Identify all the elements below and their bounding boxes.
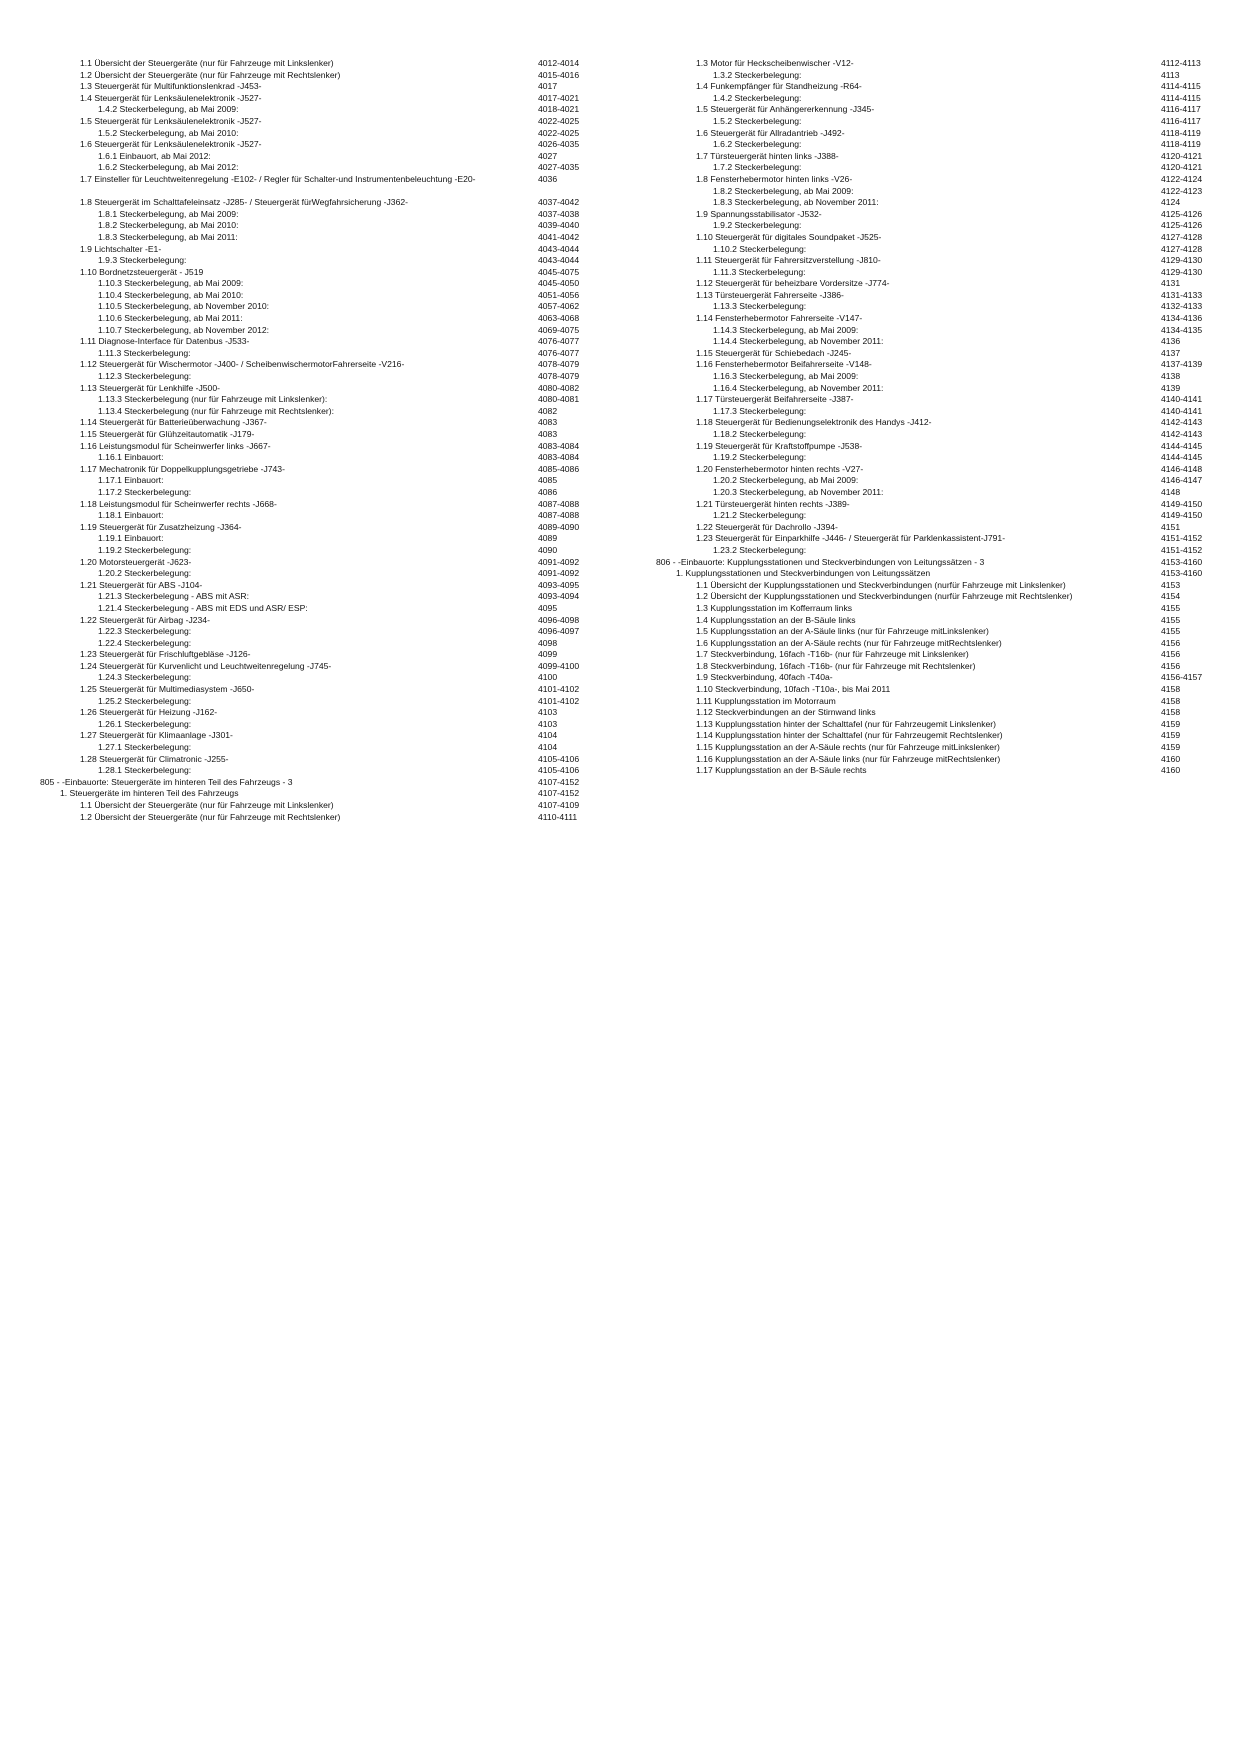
toc-entry-title: 1.21.2 Steckerbelegung: [713, 510, 807, 521]
toc-entry-pages: 4098 [538, 637, 558, 648]
toc-entry-title: 1.14 Kupplungsstation hinter der Schalttafel (nur für Fahrzeugemit Rechtslenker) [696, 730, 1003, 741]
toc-entry-pages: 4114-4115 [1161, 92, 1201, 103]
toc-entry-pages: 4093-4095 [538, 579, 580, 590]
toc-entry-title: 1.8.3 Steckerbelegung, ab November 2011: [713, 197, 879, 208]
toc-entry-pages: 4118-4119 [1161, 139, 1201, 150]
toc-entry-title: 1.2 Übersicht der Steuergeräte (nur für Fahrzeuge mit Rechtslenker) [80, 69, 341, 80]
toc-entry-title: 1.17 Mechatronik für Doppelkupplungsgetriebe -J743- [80, 463, 285, 474]
toc-entry-pages: 4151 [1161, 521, 1181, 532]
toc-entry-title: 1.20 Motorsteuergerät -J623- [80, 556, 192, 567]
toc-entry-title: 1.27 Steuergerät für Klimaanlage -J301- [80, 730, 233, 741]
toc-entry-title: 1.16 Fensterhebermotor Beifahrerseite -V148- [696, 359, 872, 370]
toc-entry-title: 1.12 Steckverbindungen an der Stirnwand links [696, 707, 876, 718]
toc-entry-pages: 4105-4106 [538, 753, 580, 764]
toc-entry-title: 1.17.2 Steckerbelegung: [98, 486, 192, 497]
toc-entry-pages: 4107-4152 [538, 776, 580, 787]
toc-entry-title: 1.11.3 Steckerbelegung: [98, 347, 191, 358]
toc-entry-title: 1.28.1 Steckerbelegung: [98, 765, 192, 776]
toc-entry-pages: 4078-4079 [538, 371, 580, 382]
toc-entry-title: 1.17.3 Steckerbelegung: [713, 405, 807, 416]
toc-entry-title: 1.13.4 Steckerbelegung (nur für Fahrzeuge mit Rechtslenker): [98, 405, 334, 416]
toc-entry-title: 1.6 Kupplungsstation an der A-Säule rechts (nur für Fahrzeuge mitRechtslenker) [696, 637, 1002, 648]
toc-entry-pages: 4096-4097 [538, 626, 580, 637]
toc-entry-pages: 4107-4152 [538, 788, 580, 799]
toc-entry-pages: 4159 [1161, 730, 1181, 741]
toc-entry-pages: 4045-4075 [538, 266, 580, 277]
toc-entry-title: 1.21.4 Steckerbelegung - ABS mit EDS und ASR/ ESP: [98, 602, 308, 613]
toc-entry-pages: 4124 [1161, 197, 1181, 208]
toc-entry-pages: 4129-4130 [1161, 266, 1203, 277]
toc-entry-pages: 4099 [538, 649, 558, 660]
toc-entry-pages: 4037-4042 [538, 197, 580, 208]
toc-entry-pages: 4026-4035 [538, 139, 580, 150]
toc-entry-title: 1.13 Kupplungsstation hinter der Schalttafel (nur für Fahrzeugemit Linkslenker) [696, 718, 996, 729]
toc-entry-title: 1.9.2 Steckerbelegung: [713, 220, 802, 231]
toc-entry-pages: 4127-4128 [1161, 231, 1203, 242]
toc-entry-pages: 4158 [1161, 707, 1181, 718]
toc-entry-title: 1.10 Steuergerät für digitales Soundpaket -J525- [696, 231, 882, 242]
toc-entry-pages: 4131 [1161, 278, 1181, 289]
toc-entry-title: 1.14 Steuergerät für Batterieüberwachung -J367- [80, 417, 267, 428]
toc-entry-title: 1.12 Steuergerät für beheizbare Vordersitze -J774- [696, 278, 890, 289]
toc-entry-title: 1.27.1 Steckerbelegung: [98, 742, 192, 753]
toc-entry-pages: 4041-4042 [538, 231, 580, 242]
toc-entry-pages: 4105-4106 [538, 765, 580, 776]
toc-entry-pages: 4116-4117 [1161, 104, 1201, 115]
toc-entry-title: 1.22 Steuergerät für Airbag -J234- [80, 614, 210, 625]
toc-entry-pages: 4134-4135 [1161, 324, 1203, 335]
toc-entry-title: 1.19 Steuergerät für Zusatzheizung -J364- [80, 521, 242, 532]
toc-entry-title: 1. Kupplungsstationen und Steckverbindungen von Leitungssätzen [676, 568, 931, 579]
toc-entry-title: 1.3 Steuergerät für Multifunktionslenkrad -J453- [80, 81, 262, 92]
toc-entry-pages: 4083-4084 [538, 440, 580, 451]
toc-entry-title: 1.1 Übersicht der Steuergeräte (nur für Fahrzeuge mit Linkslenker) [80, 58, 334, 68]
toc-entry-pages: 4118-4119 [1161, 127, 1201, 138]
toc-entry-title: 1.11.3 Steckerbelegung: [713, 266, 806, 277]
toc-entry-title: 1.7 Steckverbindung, 16fach -T16b- (nur für Fahrzeuge mit Linkslenker) [696, 649, 969, 660]
toc-entry-title: 1.21 Türsteuergerät hinten rechts -J389- [696, 498, 850, 509]
toc-entry-title: 1.15 Steuergerät für Schiebedach -J245- [696, 347, 852, 358]
toc-entry-pages: 4110-4111 [538, 811, 578, 822]
toc-entry-pages: 4039-4040 [538, 220, 580, 231]
toc-entry-title: 1.10.6 Steckerbelegung, ab Mai 2011: [98, 313, 243, 324]
toc-entry-title: 1.16.4 Steckerbelegung, ab November 2011: [713, 382, 884, 393]
toc-entry-pages: 4083 [538, 429, 558, 439]
toc-entry-title: 1.18 Steuergerät für Bedienungselektronik des Handys -J412- [696, 417, 932, 428]
toc-entry-title: 1.23 Steuergerät für Frischluftgebläse -J126- [80, 649, 251, 660]
toc-entry-pages: 4037-4038 [538, 208, 580, 219]
toc-entry-pages: 4153-4160 [1161, 556, 1203, 567]
toc-entry-pages: 4139 [1161, 382, 1181, 393]
toc-entry-title: 1.8 Steuergerät im Schalttafeleinsatz -J285- / Steuergerät fürWegfahrsicherung -J362- [80, 197, 409, 208]
toc-entry-pages: 4076-4077 [538, 336, 580, 347]
toc-entry-pages: 4083 [538, 417, 558, 428]
toc-entry-pages: 4138 [1161, 371, 1181, 382]
toc-entry-pages: 4140-4141 [1161, 405, 1203, 416]
toc-entry-title: 1.10 Steckverbindung, 10fach -T10a-, bis Mai 2011 [696, 684, 891, 695]
toc-entry-title: 1.4.2 Steckerbelegung: [713, 92, 802, 103]
toc-entry-pages: 4091-4092 [538, 556, 580, 567]
toc-entry-pages: 4022-4025 [538, 115, 580, 126]
toc-entry-title: 1.20 Fensterhebermotor hinten rechts -V27- [696, 463, 864, 474]
toc-entry-pages: 4125-4126 [1161, 220, 1203, 231]
toc-entry-title: 1.16.1 Einbauort: [98, 452, 164, 463]
toc-entry-pages: 4132-4133 [1161, 301, 1203, 312]
toc-entry-title: 1.5 Steuergerät für Anhängererkennung -J345- [696, 104, 875, 115]
toc-entry-pages: 4112-4113 [1161, 58, 1201, 68]
toc-entry-pages: 4063-4068 [538, 313, 580, 324]
toc-entry-pages: 4140-4141 [1161, 394, 1203, 405]
toc-entry-title: 1.2 Übersicht der Steuergeräte (nur für Fahrzeuge mit Rechtslenker) [80, 811, 341, 822]
toc-entry-pages: 4144-4145 [1161, 452, 1203, 463]
toc-entry-title: 1.3 Kupplungsstation im Kofferraum links [696, 602, 853, 613]
toc-entry-title: 1.6.2 Steckerbelegung, ab Mai 2012: [98, 162, 239, 173]
toc-entry-title: 1.2 Übersicht der Kupplungsstationen und Steckverbindungen (nurfür Fahrzeuge mit Rechtslenker) [696, 591, 1073, 602]
toc-entry-pages: 4114-4115 [1161, 81, 1201, 92]
toc-entry-title: 1.5.2 Steckerbelegung: [713, 115, 802, 126]
toc-entry-pages: 4089-4090 [538, 521, 580, 532]
toc-entry-pages: 4142-4143 [1161, 429, 1203, 439]
toc-entry-title: 1.16 Kupplungsstation an der A-Säule links (nur für Fahrzeuge mitRechtslenker) [696, 753, 1001, 764]
toc-entry-title: 1.8 Steckverbindung, 16fach -T16b- (nur für Fahrzeuge mit Rechtslenker) [696, 660, 976, 671]
toc-entry-pages: 4036 [538, 173, 558, 184]
toc-entry-title: 1.14 Fensterhebermotor Fahrerseite -V147- [696, 313, 863, 324]
toc-entry-title: 1.22.4 Steckerbelegung: [98, 637, 192, 648]
toc-entry-title: 1.5 Kupplungsstation an der A-Säule links (nur für Fahrzeuge mitLinkslenker) [696, 626, 989, 637]
toc-entry-title: 1.28 Steuergerät für Climatronic -J255- [80, 753, 229, 764]
toc-entry-pages: 4022-4025 [538, 127, 580, 138]
toc-entry-pages: 4120-4121 [1161, 150, 1203, 161]
toc-entry-pages: 4142-4143 [1161, 417, 1203, 428]
toc-entry-title: 1.21.3 Steckerbelegung - ABS mit ASR: [98, 591, 249, 602]
toc-entry-title: 1.10 Bordnetzsteuergerät - J519 [80, 266, 204, 277]
toc-entry-title: 1.13.3 Steckerbelegung (nur für Fahrzeuge mit Linkslenker): [98, 394, 328, 405]
toc-entry-pages: 4146-4148 [1161, 463, 1203, 474]
toc-entry-title: 1.13.3 Steckerbelegung: [713, 301, 807, 312]
toc-entry-pages: 4160 [1161, 753, 1181, 764]
toc-entry-pages: 4104 [538, 742, 558, 753]
toc-entry-pages: 4155 [1161, 602, 1181, 613]
toc-entry-pages: 4103 [538, 707, 558, 718]
toc-entry-pages: 4144-4145 [1161, 440, 1203, 451]
toc-entry-title: 1.12.3 Steckerbelegung: [98, 371, 192, 382]
toc-entry-pages: 4155 [1161, 614, 1181, 625]
toc-entry-pages: 4089 [538, 533, 558, 544]
toc-entry-title: 1.7 Türsteuergerät hinten links -J388- [696, 150, 839, 161]
toc-entry-pages: 4015-4016 [538, 69, 580, 80]
toc-entry-title: 1.7.2 Steckerbelegung: [713, 162, 802, 173]
toc-entry-title: 1.4 Funkempfänger für Standheizung -R64- [696, 81, 862, 92]
toc-entry-title: 1.10.2 Steckerbelegung: [713, 243, 807, 254]
toc-entry-pages: 4078-4079 [538, 359, 580, 370]
toc-entry-title: 1.6.2 Steckerbelegung: [713, 139, 802, 150]
toc-entry-pages: 4127-4128 [1161, 243, 1203, 254]
toc-entry-pages: 4129-4130 [1161, 255, 1203, 266]
toc-entry-title: 1.15 Kupplungsstation an der A-Säule rechts (nur für Fahrzeuge mitLinkslenker) [696, 742, 1000, 753]
toc-entry-pages: 4120-4121 [1161, 162, 1203, 173]
toc-entry-title: 1.6.1 Einbauort, ab Mai 2012: [98, 150, 211, 161]
toc-entry-pages: 4153-4160 [1161, 568, 1203, 579]
toc-entry-title: 805 - -Einbauorte: Steuergeräte im hinteren Teil des Fahrzeugs - 3 [40, 776, 293, 787]
toc-entry-pages: 4131-4133 [1161, 289, 1203, 300]
toc-entry-pages: 4086 [538, 486, 558, 497]
toc-entry-pages: 4057-4062 [538, 301, 580, 312]
toc-entry-title: 1.12 Steuergerät für Wischermotor -J400- / ScheibenwischermotorFahrerseite -V216- [80, 359, 405, 370]
toc-entry-title: 1.10.4 Steckerbelegung, ab Mai 2010: [98, 289, 244, 300]
toc-entry-pages: 4122-4124 [1161, 173, 1203, 184]
toc-entry-pages: 4158 [1161, 684, 1181, 695]
toc-entry-title: 1.16 Leistungsmodul für Scheinwerfer links -J667- [80, 440, 271, 451]
toc-entry-title: 1.24.3 Steckerbelegung: [98, 672, 192, 683]
toc-entry-pages: 4113 [1161, 69, 1180, 80]
toc-entry-pages: 4083-4084 [538, 452, 580, 463]
toc-entry-pages: 4017-4021 [538, 92, 580, 103]
toc-entry-title: 1.9 Steckverbindung, 40fach -T40a- [696, 672, 833, 683]
toc-entry-pages: 4085 [538, 475, 558, 486]
toc-entry-title: 1.25 Steuergerät für Multimediasystem -J650- [80, 684, 255, 695]
toc-entry-title: 1.22.3 Steckerbelegung: [98, 626, 192, 637]
toc-entry-title: 1.11 Kupplungsstation im Motorraum [696, 695, 836, 706]
toc-entry-title: 1.4 Kupplungsstation an der B-Säule links [696, 614, 856, 625]
toc-entry-pages: 4155 [1161, 626, 1181, 637]
toc-entry-pages: 4027 [538, 150, 558, 161]
toc-entry-pages: 4125-4126 [1161, 208, 1203, 219]
toc-entry-pages: 4017 [538, 81, 558, 92]
toc-entry-pages: 4027-4035 [538, 162, 580, 173]
toc-entry-title: 1.17 Türsteuergerät Beifahrerseite -J387- [696, 394, 854, 405]
toc-entry-pages: 4103 [538, 718, 558, 729]
toc-entry-title: 1.1 Übersicht der Kupplungsstationen und Steckverbindungen (nurfür Fahrzeuge mit Linkslenker) [696, 579, 1066, 590]
toc-entry-title: 1.18.1 Einbauort: [98, 510, 164, 521]
toc-entry-title: 1.6 Steuergerät für Allradantrieb -J492- [696, 127, 845, 138]
toc-entry-title: 1.7 Einsteller für Leuchtweitenregelung -E102- / Regler für Schalter-und Instrumentenbeleuchtung -E20- [80, 173, 476, 184]
toc-entry-pages: 4158 [1161, 695, 1181, 706]
toc-entry-title: 1.19.2 Steckerbelegung: [713, 452, 807, 463]
toc-entry-pages: 4137-4139 [1161, 359, 1203, 370]
toc-entry-title: 1.26 Steuergerät für Heizung -J162- [80, 707, 218, 718]
toc-entry-title: 1.1 Übersicht der Steuergeräte (nur für Fahrzeuge mit Linkslenker) [80, 800, 334, 810]
toc-entry-pages: 4091-4092 [538, 568, 580, 579]
toc-entry-title: 1.20.3 Steckerbelegung, ab November 2011: [713, 486, 884, 497]
toc-entry-pages: 4148 [1161, 486, 1181, 497]
toc-entry-pages: 4018-4021 [538, 104, 580, 115]
toc-entry-pages: 4137 [1161, 347, 1181, 358]
toc-entry-title: 1.9 Spannungsstabilisator -J532- [696, 208, 822, 219]
toc-entry-title: 1.23.2 Steckerbelegung: [713, 544, 807, 555]
toc-entry-pages: 4151-4152 [1161, 533, 1203, 544]
toc-entry-title: 1.16.3 Steckerbelegung, ab Mai 2009: [713, 371, 859, 382]
toc-entry-pages: 4051-4056 [538, 289, 580, 300]
toc-entry-pages: 4093-4094 [538, 591, 580, 602]
toc-entry-title: 1.22 Steuergerät für Dachrollo -J394- [696, 521, 838, 532]
toc-entry-pages: 4085-4086 [538, 463, 580, 474]
toc-entry-pages: 4095 [538, 602, 558, 613]
toc-entry-pages: 4099-4100 [538, 660, 580, 671]
toc-entry-pages: 4159 [1161, 718, 1181, 729]
toc-entry-pages: 4082 [538, 405, 558, 416]
toc-entry-pages: 4134-4136 [1161, 313, 1203, 324]
toc-entry-pages: 4080-4082 [538, 382, 580, 393]
toc-entry-title: 1.3.2 Steckerbelegung: [713, 69, 802, 80]
toc-entry-title: 1.9.3 Steckerbelegung: [98, 255, 187, 266]
toc-entry-title: 1.13 Steuergerät für Lenkhilfe -J500- [80, 382, 220, 393]
toc-entry-pages: 4159 [1161, 742, 1181, 753]
toc-entry-title: 1.8.3 Steckerbelegung, ab Mai 2011: [98, 231, 238, 242]
toc-entry-title: 1.8.2 Steckerbelegung, ab Mai 2009: [713, 185, 854, 196]
toc-entry-title: 1.11 Steuergerät für Fahrersitzverstellung -J810- [696, 255, 881, 266]
toc-entry-pages: 4087-4088 [538, 510, 580, 521]
toc-entry-pages: 4122-4123 [1161, 185, 1203, 196]
toc-entry-title: 1.23 Steuergerät für Einparkhilfe -J446- / Steuergerät für Parklenkassistent-J791- [696, 533, 1006, 544]
toc-entry-title: 1.20.2 Steckerbelegung, ab Mai 2009: [713, 475, 859, 486]
toc-entry-title: 1.20.2 Steckerbelegung: [98, 568, 192, 579]
toc-entry-title: 1.10.5 Steckerbelegung, ab November 2010: [98, 301, 270, 312]
toc-entry-title: 1.14.4 Steckerbelegung, ab November 2011: [713, 336, 884, 347]
toc-entry-title: 1.11 Diagnose-Interface für Datenbus -J533- [80, 336, 250, 347]
toc-entry-pages: 4043-4044 [538, 243, 580, 254]
toc-entry-pages: 4096-4098 [538, 614, 580, 625]
toc-entry-pages: 4149-4150 [1161, 498, 1203, 509]
toc-entry-pages: 4136 [1161, 336, 1181, 347]
toc-entry-pages: 4012-4014 [538, 58, 580, 68]
toc-entry-title: 1.17.1 Einbauort: [98, 475, 164, 486]
toc-entry-title: 1.17 Kupplungsstation an der B-Säule rechts [696, 765, 867, 776]
toc-entry-title: 1.3 Motor für Heckscheibenwischer -V12- [696, 58, 854, 68]
toc-entry-pages: 4076-4077 [538, 347, 580, 358]
toc-entry-title: 1.4 Steuergerät für Lenksäulenelektronik -J527- [80, 92, 262, 103]
toc-entry-title: 1.9 Lichtschalter -E1- [80, 243, 162, 254]
toc-entry-pages: 4146-4147 [1161, 475, 1203, 486]
toc-entry-title: 1.15 Steuergerät für Glühzeitautomatik -J179- [80, 429, 255, 439]
toc-entry-title: 1.5 Steuergerät für Lenksäulenelektronik -J527- [80, 115, 262, 126]
toc-entry-pages: 4069-4075 [538, 324, 580, 335]
toc-entry-title: 1.19.2 Steckerbelegung: [98, 544, 192, 555]
toc-entry-pages: 4090 [538, 544, 558, 555]
toc-entry-title: 1.24 Steuergerät für Kurvenlicht und Leuchtweitenregelung -J745- [80, 660, 332, 671]
toc-entry-pages: 4116-4117 [1161, 115, 1201, 126]
toc-entry-pages: 4153 [1161, 579, 1181, 590]
toc-entry-title: 1.10.3 Steckerbelegung, ab Mai 2009: [98, 278, 244, 289]
toc-entry-pages: 4154 [1161, 591, 1181, 602]
toc-entry-title: 1.26.1 Steckerbelegung: [98, 718, 192, 729]
toc-entry-title: 1.4.2 Steckerbelegung, ab Mai 2009: [98, 104, 239, 115]
toc-entry-pages: 4156 [1161, 637, 1181, 648]
toc-entry-pages: 4101-4102 [538, 684, 580, 695]
toc-entry-title: 1.14.3 Steckerbelegung, ab Mai 2009: [713, 324, 859, 335]
toc-entry-title: 1.18 Leistungsmodul für Scheinwerfer rechts -J668- [80, 498, 277, 509]
toc-entry-pages: 4045-4050 [538, 278, 580, 289]
toc-entry-pages: 4151-4152 [1161, 544, 1203, 555]
toc-entry-pages: 4087-4088 [538, 498, 580, 509]
toc-entry-title: 1. Steuergeräte im hinteren Teil des Fahrzeugs [60, 788, 239, 799]
toc-entry-pages: 4104 [538, 730, 558, 741]
toc-entry-pages: 4080-4081 [538, 394, 580, 405]
toc-entry-title: 1.5.2 Steckerbelegung, ab Mai 2010: [98, 127, 239, 138]
toc-entry-title: 1.19.1 Einbauort: [98, 533, 164, 544]
toc-entry-pages: 4107-4109 [538, 800, 580, 810]
toc-entry-title: 1.18.2 Steckerbelegung: [713, 429, 807, 439]
toc-entry-title: 806 - -Einbauorte: Kupplungsstationen und Steckverbindungen von Leitungssätzen - 3 [656, 556, 985, 567]
toc-entry-pages: 4160 [1161, 765, 1181, 776]
toc-entry-pages: 4156-4157 [1161, 672, 1203, 683]
toc-entry-title: 1.13 Türsteuergerät Fahrerseite -J386- [696, 289, 844, 300]
toc-entry-pages: 4101-4102 [538, 695, 580, 706]
toc-entry-pages: 4156 [1161, 660, 1181, 671]
toc-entry-title: 1.10.7 Steckerbelegung, ab November 2012: [98, 324, 270, 335]
toc-entry-pages: 4043-4044 [538, 255, 580, 266]
toc-entry-title: 1.8 Fensterhebermotor hinten links -V26- [696, 173, 853, 184]
toc-entry-pages: 4100 [538, 672, 558, 683]
toc-entry-title: 1.25.2 Steckerbelegung: [98, 695, 192, 706]
toc-entry-title: 1.8.1 Steckerbelegung, ab Mai 2009: [98, 208, 239, 219]
toc-entry-title: 1.6 Steuergerät für Lenksäulenelektronik -J527- [80, 139, 262, 150]
toc-entry-title: 1.19 Steuergerät für Kraftstoffpumpe -J538- [696, 440, 863, 451]
toc-entry-pages: 4156 [1161, 649, 1181, 660]
toc-entry-pages: 4149-4150 [1161, 510, 1203, 521]
toc-entry-title: 1.21 Steuergerät für ABS -J104- [80, 579, 203, 590]
toc-entry-title: 1.8.2 Steckerbelegung, ab Mai 2010: [98, 220, 239, 231]
